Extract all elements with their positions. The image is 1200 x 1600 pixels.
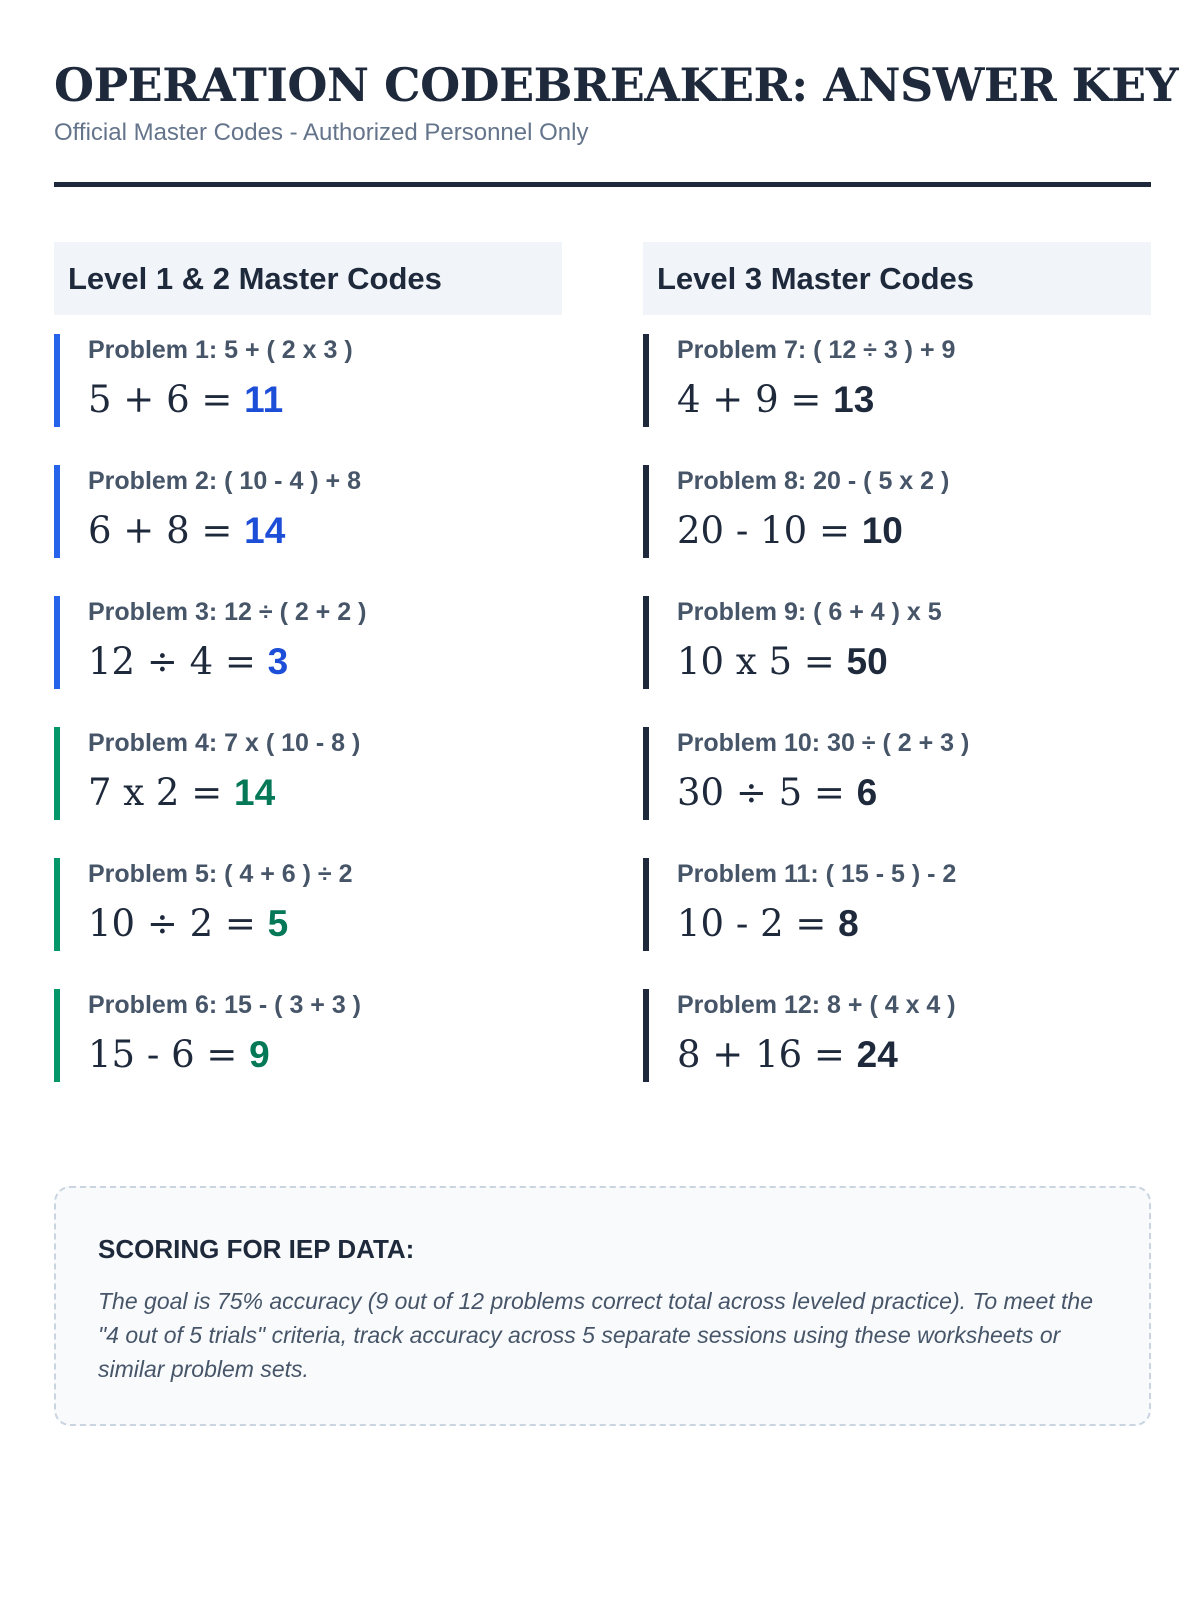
solution-step: 7 x 2 = — [88, 771, 234, 814]
problem-label: Problem 8: 20 - ( 5 x 2 ) — [677, 467, 950, 495]
problem-solution — [88, 640, 288, 683]
column-heading: Level 3 Master Codes — [643, 242, 1151, 315]
problem-solution — [677, 509, 903, 552]
problem-label: Problem 7: ( 12 ÷ 3 ) + 9 — [677, 336, 956, 364]
page-title: OPERATION CODEBREAKER: ANSWER KEY — [54, 58, 1179, 112]
problem-item — [643, 334, 1151, 427]
solution-step: 6 + 8 = — [88, 509, 245, 552]
problem-item — [643, 858, 1151, 951]
solution-step: 15 - 6 = — [88, 1033, 250, 1076]
solution-answer: 10 — [861, 510, 903, 551]
scoring-box — [54, 1186, 1151, 1426]
problem-solution — [677, 771, 877, 814]
problem-solution — [677, 902, 859, 945]
solution-answer: 3 — [267, 641, 289, 682]
problem-item — [54, 989, 562, 1082]
solution-answer: 9 — [249, 1034, 270, 1075]
problem-solution — [88, 902, 288, 945]
solution-answer: 8 — [838, 903, 859, 944]
problem-label: Problem 1: 5 + ( 2 x 3 ) — [88, 336, 353, 364]
header-divider — [54, 182, 1151, 187]
solution-answer: 5 — [267, 903, 289, 944]
scoring-text: The goal is 75% accuracy (9 out of 12 problems correct total across leveled practice). To meet the "4 out of 5 trials" criteria, track accuracy across 5 separate sessions using these worksheets or similar problem sets. — [98, 1288, 1094, 1382]
problem-item — [54, 334, 562, 427]
level-3-column — [643, 242, 1151, 1076]
problem-solution — [677, 1033, 898, 1076]
problem-item — [54, 465, 562, 558]
page-subtitle: Official Master Codes - Authorized Personnel Only — [54, 119, 589, 146]
solution-step: 30 ÷ 5 = — [677, 771, 857, 814]
solution-step: 5 + 6 = — [88, 378, 245, 421]
solution-answer: 14 — [244, 510, 286, 551]
problem-label: Problem 12: 8 + ( 4 x 4 ) — [677, 991, 956, 1019]
solution-answer: 13 — [833, 379, 875, 420]
solution-step: 8 + 16 = — [677, 1033, 857, 1076]
solution-answer: 24 — [856, 1034, 898, 1075]
solution-step: 12 ÷ 4 = — [88, 640, 268, 683]
problem-item — [643, 465, 1151, 558]
column-heading: Level 1 & 2 Master Codes — [54, 242, 562, 315]
problem-item — [54, 858, 562, 951]
problem-item — [54, 727, 562, 820]
solution-answer: 11 — [244, 379, 284, 420]
problem-label: Problem 4: 7 x ( 10 - 8 ) — [88, 729, 361, 757]
problem-label: Problem 3: 12 ÷ ( 2 + 2 ) — [88, 598, 367, 626]
problem-solution — [88, 1033, 270, 1076]
solution-step: 10 x 5 = — [677, 640, 847, 683]
problem-label: Problem 5: ( 4 + 6 ) ÷ 2 — [88, 860, 353, 888]
level-1-2-column — [54, 242, 562, 1076]
problem-solution — [88, 771, 275, 814]
solution-answer: 6 — [856, 772, 878, 813]
solution-step: 10 - 2 = — [677, 902, 839, 945]
problem-label: Problem 11: ( 15 - 5 ) - 2 — [677, 860, 957, 888]
problem-item — [54, 596, 562, 689]
problem-label: Problem 6: 15 - ( 3 + 3 ) — [88, 991, 362, 1019]
problem-item — [643, 596, 1151, 689]
solution-step: 20 - 10 = — [677, 509, 862, 552]
problem-solution — [677, 640, 888, 683]
problem-solution — [88, 509, 285, 552]
solution-step: 4 + 9 = — [677, 378, 834, 421]
problem-label: Problem 2: ( 10 - 4 ) + 8 — [88, 467, 362, 495]
solution-answer: 14 — [234, 772, 276, 813]
problem-item — [643, 727, 1151, 820]
problem-item — [643, 989, 1151, 1082]
problem-label: Problem 10: 30 ÷ ( 2 + 3 ) — [677, 729, 970, 757]
problem-solution — [88, 378, 283, 421]
solution-answer: 50 — [846, 641, 888, 682]
problem-label: Problem 9: ( 6 + 4 ) x 5 — [677, 598, 942, 626]
scoring-title: SCORING FOR IEP DATA: — [98, 1234, 415, 1264]
solution-step: 10 ÷ 2 = — [88, 902, 268, 945]
problem-solution — [677, 378, 874, 421]
